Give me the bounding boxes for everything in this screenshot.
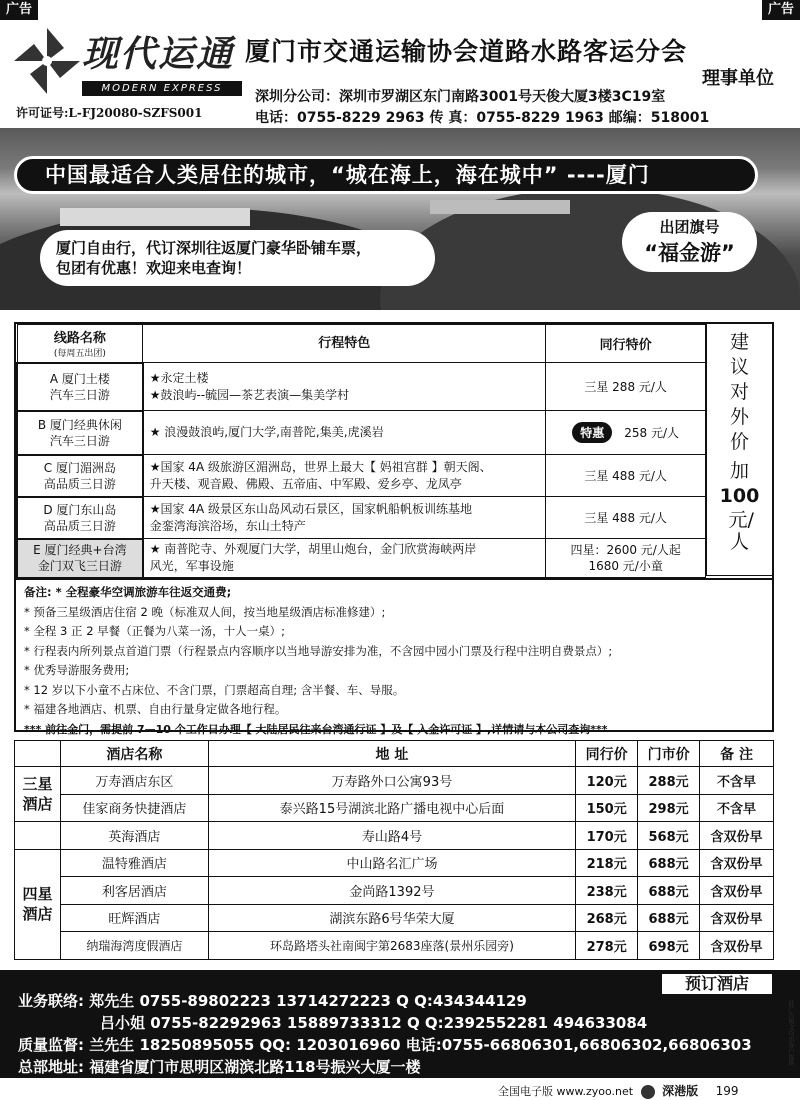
suggested-price-note [706, 324, 772, 576]
route-price: 三星 488 元/人 [546, 497, 706, 539]
four-star-group: 四星酒店 [15, 849, 61, 959]
contact-line: 电话：0755-8229 2963 传 真：0755-8229 1963 邮编：518001 [255, 110, 710, 126]
note-line: * 行程表内所列景点首道门票（行程景点内容顺序以当地导游安排为准，不含园中园小门票及行程中注明自费景点）; [24, 643, 613, 658]
flag-name: “福金游” [644, 241, 735, 265]
note-line: * 预备三星级酒店住宿 2 晚（标准双人间，按当地星级酒店标准修建）; [24, 604, 386, 619]
promo-line-1: 厦门自由行，代订深圳往返厦门豪华卧铺车票， [56, 239, 372, 257]
hotel-address: 湖滨东路6号华荣大厦 [208, 904, 575, 932]
note-line: *** 前往金门，需提前 7—10 个工作日办理【 大陆居民往来台湾通行证 】及【 入金许可证 】,详情请与本公司查询*** [24, 722, 608, 736]
edition-label: 深港版 [662, 1084, 699, 1098]
hotel-trade-header: 同行价 [576, 741, 638, 767]
hotel-remark: 含双份早 [700, 904, 774, 932]
hotel-address: 金尚路1392号 [208, 877, 575, 905]
quality-supervision: 质量监督: 兰先生 18250895055 QQ: 1203016960 电话:0755-66806301,66806302,66806303 [18, 1036, 752, 1054]
hotel-rack-price: 568元 [638, 822, 700, 850]
route-name-header [17, 325, 143, 363]
promo-bubble [40, 230, 435, 286]
note-line: * 优秀导游服务费用; [24, 663, 130, 677]
hotel-table [14, 740, 774, 960]
hotel-header-row [15, 741, 774, 767]
side-disclaimer: 此广告图文均由客户提供 [787, 1000, 794, 1066]
logo-subtitle: MODERN EXPRESS [82, 81, 242, 96]
site-label: 全国电子版 www.zyoo.net [498, 1085, 634, 1098]
hotel-rack-price: 688元 [638, 877, 700, 905]
group-header-blank [15, 741, 61, 767]
permit-number: 许可证号:L-FJ20080-SZFS001 [16, 106, 203, 120]
hotel-rack-price: 698元 [638, 932, 700, 960]
book-hotel-button[interactable]: 预订酒店 [660, 972, 774, 996]
route-row [17, 455, 706, 497]
hotel-rack-price: 688元 [638, 904, 700, 932]
three-star-group: 三星酒店 [15, 767, 61, 822]
brand-logo [12, 26, 242, 106]
hotel-name: 佳家商务快捷酒店 [60, 794, 208, 822]
route-price [546, 411, 706, 455]
flag-label: 出团旗号 [659, 218, 720, 236]
route-features: ★ 南普陀寺、外观厦门大学，胡里山炮台，金门欣赏海峡两岸 风光，军事设施 [143, 539, 546, 578]
table-row [15, 822, 774, 850]
table-row [15, 849, 774, 877]
route-price-value: 258 元/人 [624, 426, 680, 440]
route-table [16, 324, 706, 579]
note-line: * 12 岁以下小童不占床位、不含门票，门票超高自理; 含半餐、车、导服。 [24, 682, 405, 697]
hotel-rack-price: 298元 [638, 794, 700, 822]
hotel-name: 温特雅酒店 [60, 849, 208, 877]
hotel-name: 英海酒店 [60, 822, 208, 850]
route-name: D 厦门东山岛 高品质三日游 [17, 497, 143, 539]
hotel-trade-price: 278元 [576, 932, 638, 960]
hotel-trade-price: 218元 [576, 849, 638, 877]
page-number: 199 [715, 1084, 739, 1098]
route-features: ★永定土楼 ★鼓浪屿--毓园—茶艺表演—集美学村 [143, 363, 546, 411]
route-name: A 厦门土楼 汽车三日游 [17, 363, 143, 411]
hotel-remark: 含双份早 [700, 849, 774, 877]
edition-icon [641, 1085, 655, 1099]
hotel-remark-header: 备 注 [700, 741, 774, 767]
hotel-rack-price: 688元 [638, 849, 700, 877]
slogan-banner: 中国最适合人类居住的城市，“城在海上，海在城中” ----厦门 [14, 156, 758, 194]
note-line: * 福建各地酒店、机票、自由行量身定做各地行程。 [24, 702, 287, 716]
table-row [15, 904, 774, 932]
route-name: B 厦门经典休闲 汽车三日游 [17, 411, 143, 455]
hotel-address: 万寿路外口公寓93号 [208, 767, 575, 795]
table-row [15, 877, 774, 905]
route-price-header: 同行特价 [546, 325, 706, 363]
suggest-unit: 元/人 [728, 509, 754, 553]
suggest-amount: 100 [719, 485, 760, 507]
hotel-trade-price: 120元 [576, 767, 638, 795]
hotel-trade-price: 268元 [576, 904, 638, 932]
route-features: ★ 浪漫鼓浪屿,厦门大学,南普陀,集美,虎溪岩 [143, 411, 546, 455]
hotel-address: 寿山路4号 [208, 822, 575, 850]
ad-tag-left: 广告 [0, 0, 38, 20]
route-name: C 厦门湄洲岛 高品质三日游 [17, 455, 143, 497]
hotel-rack-price: 288元 [638, 767, 700, 795]
hotel-remark: 含双份早 [700, 932, 774, 960]
table-row [15, 932, 774, 960]
suggest-prefix: 加 [729, 460, 749, 482]
photo-banner [0, 128, 800, 310]
town-buildings-2 [430, 200, 570, 214]
route-feature-header: 行程特色 [143, 325, 546, 363]
branch-address: 深圳分公司：深圳市罗湖区东门南路3001号天俊大厦3楼3C19室 [255, 89, 666, 105]
hotel-address: 中山路名汇广场 [208, 849, 575, 877]
hotel-name: 旺辉酒店 [60, 904, 208, 932]
business-contact-2: 吕小姐 0755-82292963 15889733312 Q Q:2392552281 494633084 [100, 1014, 648, 1032]
route-name-header-sub: (每周五出团) [53, 349, 106, 360]
route-name-header-label: 线路名称 [53, 331, 106, 347]
page-footer [498, 1082, 739, 1099]
note-line: * 全程 3 正 2 早餐（正餐为八菜一汤，十人一桌）; [24, 624, 286, 638]
hotel-remark: 不含早 [700, 794, 774, 822]
hotel-name-header: 酒店名称 [60, 741, 208, 767]
pinwheel-logo-icon [12, 26, 82, 96]
hotel-address: 泰兴路15号湖滨北路广播电视中心后面 [208, 794, 575, 822]
headquarters-address: 总部地址: 福建省厦门市思明区湖滨北路118号振兴大厦一楼 [18, 1058, 421, 1076]
route-price: 三星 288 元/人 [546, 363, 706, 411]
route-features: ★国家 4A 级旅游区湄洲岛，世界上最大【 妈祖宫群 】朝天阁、 升天楼、观音殿、佛殿、五帝庙、中军殿、爱乡亭、龙凤亭 [143, 455, 546, 497]
route-price: 四星：2600 元/人起 1680 元/小童 [546, 539, 706, 578]
route-name: E 厦门经典+台湾 金门双飞三日游 [17, 539, 143, 578]
town-buildings [60, 208, 250, 226]
header [0, 0, 800, 130]
promo-line-2: 包团有优惠！欢迎来电查询！ [56, 259, 252, 277]
hotel-remark: 不含早 [700, 767, 774, 795]
note-line: 备注: * 全程豪华空调旅游车往返交通费; [24, 585, 232, 599]
route-row [17, 539, 706, 578]
table-row [15, 794, 774, 822]
hotel-name: 纳瑞海湾度假酒店 [60, 932, 208, 960]
table-row [15, 767, 774, 795]
route-row [17, 497, 706, 539]
hotel-remark: 含双份早 [700, 877, 774, 905]
hotel-remark: 含双份早 [700, 822, 774, 850]
member-title: 理事单位 [702, 68, 774, 89]
hotel-trade-price: 238元 [576, 877, 638, 905]
hotel-address-header: 地 址 [208, 741, 575, 767]
hotel-name: 万寿酒店东区 [60, 767, 208, 795]
route-price: 三星 488 元/人 [546, 455, 706, 497]
route-features: ★国家 4A 级景区东山岛风动石景区，国家帆船帆板训练基地 金銮湾海滨浴场，东山土特产 [143, 497, 546, 539]
hotel-name: 利客居酒店 [60, 877, 208, 905]
hotel-trade-price: 150元 [576, 794, 638, 822]
route-header-row [17, 325, 706, 363]
hotel-trade-price: 170元 [576, 822, 638, 850]
route-section [14, 322, 774, 736]
business-contact-1: 业务联络: 郑先生 0755-89802223 13714272223 Q Q:434344129 [18, 992, 527, 1010]
association-name: 厦门市交通运输协会道路水路客运分会 [245, 37, 688, 66]
suggest-text: 建议对外价 [729, 331, 749, 453]
route-row [17, 363, 706, 411]
hotel-address: 环岛路塔头社南闽宇第2683座落(景州乐园旁) [208, 932, 575, 960]
logo-text: 现代运通 [82, 34, 235, 75]
hotel-rack-header: 门市价 [638, 741, 700, 767]
three-star-group-cont [15, 822, 61, 850]
ad-tag-right: 广告 [762, 0, 800, 20]
group-flag-badge [622, 212, 757, 272]
special-offer-badge: 特惠 [572, 422, 612, 443]
notes-section [16, 578, 772, 742]
route-row [17, 411, 706, 455]
